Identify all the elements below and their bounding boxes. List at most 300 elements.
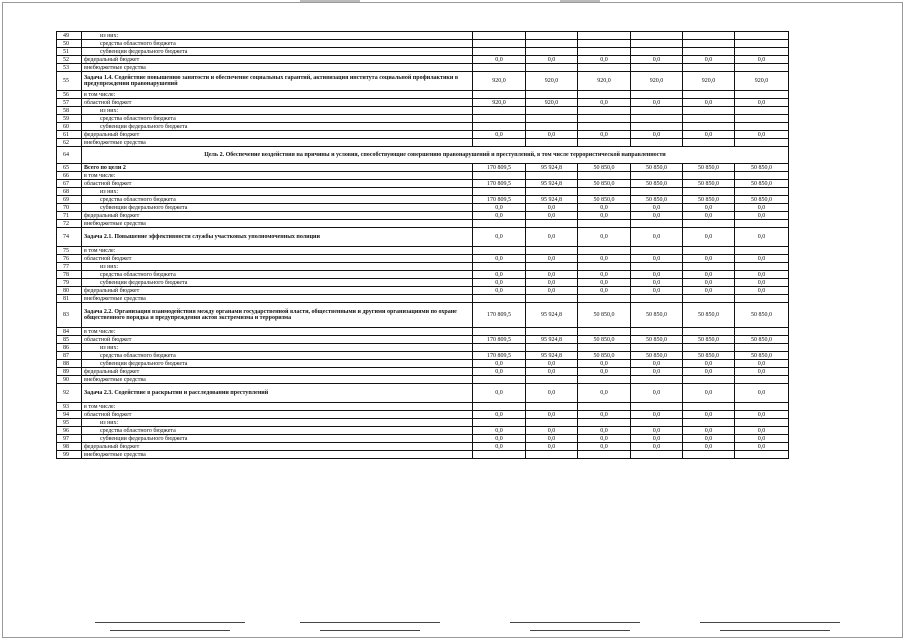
value-cell (473, 376, 526, 384)
value-cell: 0,0 (735, 271, 789, 279)
value-cell: 0,0 (683, 287, 735, 295)
value-cell (578, 107, 631, 115)
value-cell (578, 40, 631, 48)
value-cell (735, 295, 789, 303)
value-cell (526, 48, 578, 56)
value-cell: 0,0 (578, 228, 631, 247)
table-row (57, 40, 789, 48)
row-number: 79 (57, 279, 82, 287)
value-cell: 95 924,8 (526, 303, 578, 328)
row-number: 55 (57, 72, 82, 91)
value-cell (631, 451, 683, 459)
value-cell: 0,0 (526, 443, 578, 451)
table-row (57, 32, 789, 40)
value-cell (578, 188, 631, 196)
row-number: 75 (57, 247, 82, 255)
table-row (57, 147, 789, 164)
value-cell (735, 139, 789, 147)
value-cell: 0,0 (526, 384, 578, 403)
value-cell: 0,0 (631, 435, 683, 443)
value-cell: 0,0 (526, 131, 578, 139)
value-cell (683, 123, 735, 131)
value-cell: 170 809,5 (473, 303, 526, 328)
value-cell (526, 107, 578, 115)
value-cell: 50 850,0 (683, 336, 735, 344)
value-cell: 50 850,0 (631, 352, 683, 360)
value-cell (473, 220, 526, 228)
value-cell (578, 295, 631, 303)
value-cell: 50 850,0 (735, 196, 789, 204)
row-label: субвенции федерального бюджета (82, 435, 473, 443)
value-cell: 0,0 (735, 228, 789, 247)
value-cell: 0,0 (578, 212, 631, 220)
row-number: 62 (57, 139, 82, 147)
row-label: федеральный бюджет (82, 56, 473, 64)
value-cell: 0,0 (578, 427, 631, 435)
row-label: внебюджетные средства (82, 376, 473, 384)
signature-mark (300, 618, 440, 623)
value-cell (631, 107, 683, 115)
value-cell (473, 115, 526, 123)
value-cell (526, 419, 578, 427)
value-cell: 920,0 (473, 99, 526, 107)
value-cell: 0,0 (578, 56, 631, 64)
value-cell: 0,0 (735, 427, 789, 435)
row-label: федеральный бюджет (82, 131, 473, 139)
value-cell (578, 344, 631, 352)
row-number: 70 (57, 204, 82, 212)
value-cell (526, 123, 578, 131)
value-cell: 0,0 (631, 56, 683, 64)
table-row (57, 131, 789, 139)
table-row (57, 368, 789, 376)
value-cell (683, 403, 735, 411)
value-cell: 0,0 (473, 360, 526, 368)
row-number: 68 (57, 188, 82, 196)
value-cell: 50 850,0 (578, 336, 631, 344)
value-cell: 0,0 (631, 384, 683, 403)
value-cell (526, 376, 578, 384)
row-number: 85 (57, 336, 82, 344)
value-cell (578, 91, 631, 99)
row-label: субвенции федерального бюджета (82, 123, 473, 131)
value-cell (735, 32, 789, 40)
value-cell (578, 115, 631, 123)
value-cell (735, 172, 789, 180)
value-cell (683, 139, 735, 147)
signature-mark (700, 618, 840, 623)
value-cell (473, 263, 526, 271)
value-cell: 50 850,0 (631, 164, 683, 172)
table-row (57, 172, 789, 180)
value-cell (473, 48, 526, 56)
value-cell (631, 139, 683, 147)
table-row (57, 376, 789, 384)
table-row (57, 287, 789, 295)
value-cell (735, 263, 789, 271)
row-number: 90 (57, 376, 82, 384)
value-cell: 0,0 (473, 435, 526, 443)
row-label: Всего по цели 2 (82, 164, 473, 172)
value-cell (683, 220, 735, 228)
value-cell: 170 809,5 (473, 164, 526, 172)
row-label: федеральный бюджет (82, 443, 473, 451)
row-label: внебюджетные средства (82, 64, 473, 72)
row-label: федеральный бюджет (82, 368, 473, 376)
value-cell: 0,0 (735, 212, 789, 220)
value-cell: 0,0 (473, 131, 526, 139)
value-cell (578, 247, 631, 255)
value-cell: 50 850,0 (578, 196, 631, 204)
row-label: областной бюджет (82, 99, 473, 107)
table-row (57, 344, 789, 352)
value-cell: 0,0 (473, 56, 526, 64)
value-cell: 0,0 (578, 131, 631, 139)
value-cell: 0,0 (578, 411, 631, 419)
value-cell (735, 376, 789, 384)
value-cell: 0,0 (631, 427, 683, 435)
value-cell (578, 64, 631, 72)
value-cell (631, 91, 683, 99)
value-cell: 0,0 (631, 212, 683, 220)
row-number: 95 (57, 419, 82, 427)
value-cell: 50 850,0 (578, 164, 631, 172)
table-row (57, 255, 789, 263)
row-number: 64 (57, 147, 82, 164)
value-cell: 0,0 (526, 228, 578, 247)
signature-area (0, 600, 905, 640)
value-cell: 0,0 (526, 427, 578, 435)
row-label: в том числе: (82, 172, 473, 180)
value-cell: 50 850,0 (735, 164, 789, 172)
value-cell (735, 451, 789, 459)
table-row (57, 99, 789, 107)
value-cell (631, 40, 683, 48)
row-number: 56 (57, 91, 82, 99)
value-cell: 95 924,8 (526, 352, 578, 360)
value-cell (473, 64, 526, 72)
row-number: 80 (57, 287, 82, 295)
value-cell (735, 64, 789, 72)
value-cell: 0,0 (683, 360, 735, 368)
row-label: в том числе: (82, 91, 473, 99)
table-row (57, 263, 789, 271)
row-label: субвенции федерального бюджета (82, 48, 473, 56)
value-cell (578, 328, 631, 336)
row-label: средства областного бюджета (82, 427, 473, 435)
signature-mark (110, 626, 230, 631)
value-cell (526, 220, 578, 228)
value-cell (631, 64, 683, 72)
value-cell: 0,0 (526, 360, 578, 368)
value-cell: 0,0 (631, 368, 683, 376)
value-cell: 50 850,0 (683, 196, 735, 204)
value-cell: 0,0 (735, 287, 789, 295)
value-cell: 0,0 (473, 212, 526, 220)
row-label: субвенции федерального бюджета (82, 279, 473, 287)
value-cell: 0,0 (526, 287, 578, 295)
value-cell (631, 123, 683, 131)
row-label: областной бюджет (82, 336, 473, 344)
value-cell (526, 32, 578, 40)
row-number: 69 (57, 196, 82, 204)
value-cell (473, 451, 526, 459)
row-label: Задача 2.1. Повышение эффективности службы участковых уполномоченных полиции (82, 228, 473, 247)
row-label: из них: (82, 188, 473, 196)
value-cell (473, 172, 526, 180)
table-row (57, 91, 789, 99)
row-number: 50 (57, 40, 82, 48)
value-cell: 0,0 (578, 443, 631, 451)
row-number: 71 (57, 212, 82, 220)
row-number: 53 (57, 64, 82, 72)
value-cell: 0,0 (735, 411, 789, 419)
value-cell: 50 850,0 (578, 180, 631, 188)
row-number: 84 (57, 328, 82, 336)
row-label: областной бюджет (82, 255, 473, 263)
row-label: субвенции федерального бюджета (82, 204, 473, 212)
row-number: 88 (57, 360, 82, 368)
value-cell: 0,0 (473, 255, 526, 263)
value-cell: 50 850,0 (631, 196, 683, 204)
table-row (57, 279, 789, 287)
row-label: внебюджетные средства (82, 295, 473, 303)
value-cell (735, 107, 789, 115)
table-row (57, 196, 789, 204)
table-row (57, 403, 789, 411)
value-cell: 0,0 (683, 131, 735, 139)
row-label: из них: (82, 263, 473, 271)
value-cell (683, 451, 735, 459)
table-row (57, 443, 789, 451)
value-cell: 0,0 (631, 228, 683, 247)
value-cell (473, 139, 526, 147)
value-cell: 50 850,0 (631, 303, 683, 328)
table-row (57, 303, 789, 328)
value-cell: 0,0 (578, 204, 631, 212)
row-number: 51 (57, 48, 82, 56)
row-number: 83 (57, 303, 82, 328)
value-cell (631, 247, 683, 255)
value-cell: 920,0 (631, 72, 683, 91)
table-row (57, 336, 789, 344)
value-cell (683, 91, 735, 99)
table-row (57, 48, 789, 56)
value-cell (683, 247, 735, 255)
value-cell: 50 850,0 (735, 180, 789, 188)
table-row (57, 212, 789, 220)
value-cell: 0,0 (683, 427, 735, 435)
value-cell: 0,0 (578, 271, 631, 279)
value-cell: 170 809,5 (473, 196, 526, 204)
value-cell (631, 403, 683, 411)
value-cell (631, 344, 683, 352)
row-label: внебюджетные средства (82, 451, 473, 459)
value-cell: 0,0 (631, 271, 683, 279)
row-number: 67 (57, 180, 82, 188)
value-cell (526, 451, 578, 459)
table-row (57, 451, 789, 459)
value-cell (631, 376, 683, 384)
row-label: средства областного бюджета (82, 115, 473, 123)
value-cell: 0,0 (526, 411, 578, 419)
value-cell (526, 247, 578, 255)
value-cell (473, 403, 526, 411)
value-cell (735, 91, 789, 99)
value-cell: 0,0 (683, 99, 735, 107)
value-cell (473, 107, 526, 115)
value-cell: 0,0 (578, 435, 631, 443)
value-cell: 0,0 (683, 212, 735, 220)
value-cell: 95 924,8 (526, 164, 578, 172)
row-number: 57 (57, 99, 82, 107)
row-number: 60 (57, 123, 82, 131)
table-row (57, 180, 789, 188)
table-row (57, 204, 789, 212)
value-cell: 0,0 (683, 56, 735, 64)
row-number: 97 (57, 435, 82, 443)
value-cell: 0,0 (735, 435, 789, 443)
value-cell: 0,0 (526, 271, 578, 279)
value-cell (526, 188, 578, 196)
table-row (57, 220, 789, 228)
value-cell (473, 123, 526, 131)
table-row (57, 360, 789, 368)
value-cell: 0,0 (735, 56, 789, 64)
row-label: Задача 1.4. Содействие повышению занятости и обеспечение социальных гарантий, активизация института социальной профилактики в предупреждении правонарушений (82, 72, 473, 91)
signature-mark (720, 626, 830, 631)
row-number: 65 (57, 164, 82, 172)
value-cell (473, 328, 526, 336)
value-cell: 170 809,5 (473, 336, 526, 344)
row-number: 92 (57, 384, 82, 403)
row-label: из них: (82, 344, 473, 352)
row-number: 49 (57, 32, 82, 40)
value-cell: 0,0 (473, 279, 526, 287)
value-cell: 0,0 (683, 443, 735, 451)
value-cell (631, 172, 683, 180)
value-cell: 0,0 (735, 368, 789, 376)
row-number: 78 (57, 271, 82, 279)
value-cell (683, 115, 735, 123)
value-cell (631, 188, 683, 196)
value-cell (735, 403, 789, 411)
value-cell (578, 220, 631, 228)
value-cell: 50 850,0 (578, 352, 631, 360)
value-cell (683, 107, 735, 115)
value-cell: 50 850,0 (631, 180, 683, 188)
table-row (57, 247, 789, 255)
value-cell: 0,0 (578, 384, 631, 403)
row-number: 87 (57, 352, 82, 360)
value-cell (683, 328, 735, 336)
row-label: в том числе: (82, 403, 473, 411)
row-label: федеральный бюджет (82, 212, 473, 220)
value-cell (735, 328, 789, 336)
value-cell: 0,0 (526, 435, 578, 443)
row-label: федеральный бюджет (82, 287, 473, 295)
table-row (57, 328, 789, 336)
value-cell (683, 172, 735, 180)
row-number: 76 (57, 255, 82, 263)
value-cell: 50 850,0 (683, 352, 735, 360)
value-cell (526, 172, 578, 180)
row-number: 93 (57, 403, 82, 411)
row-number: 77 (57, 263, 82, 271)
table-row (57, 384, 789, 403)
value-cell (735, 123, 789, 131)
value-cell: 0,0 (473, 271, 526, 279)
value-cell (683, 263, 735, 271)
value-cell (578, 451, 631, 459)
value-cell: 170 809,5 (473, 352, 526, 360)
row-number: 94 (57, 411, 82, 419)
value-cell (473, 247, 526, 255)
value-cell (683, 64, 735, 72)
table-row (57, 139, 789, 147)
value-cell (526, 263, 578, 271)
scan-artifact (300, 0, 360, 2)
value-cell: 0,0 (473, 287, 526, 295)
value-cell: 0,0 (631, 287, 683, 295)
value-cell: 0,0 (683, 384, 735, 403)
row-number: 72 (57, 220, 82, 228)
budget-table-body (57, 32, 789, 459)
value-cell (473, 91, 526, 99)
table-row (57, 271, 789, 279)
value-cell: 920,0 (735, 72, 789, 91)
row-number: 96 (57, 427, 82, 435)
row-number: 81 (57, 295, 82, 303)
value-cell: 0,0 (473, 204, 526, 212)
value-cell: 0,0 (735, 443, 789, 451)
value-cell: 0,0 (473, 368, 526, 376)
value-cell (683, 48, 735, 56)
value-cell (631, 328, 683, 336)
row-label: из них: (82, 107, 473, 115)
value-cell: 95 924,8 (526, 336, 578, 344)
value-cell: 0,0 (526, 255, 578, 263)
value-cell: 0,0 (578, 255, 631, 263)
row-label: Задача 2.2. Организация взаимодействия между органами государственной власти, общественными и другими организациями по охране общественного порядка и предупреждения актов экстремизма и терроризма (82, 303, 473, 328)
value-cell: 0,0 (735, 255, 789, 263)
row-label: в том числе: (82, 328, 473, 336)
value-cell (683, 295, 735, 303)
row-label: из них: (82, 32, 473, 40)
value-cell: 50 850,0 (683, 180, 735, 188)
table-row (57, 115, 789, 123)
value-cell (526, 40, 578, 48)
value-cell (631, 115, 683, 123)
value-cell: 0,0 (683, 411, 735, 419)
row-label: в том числе: (82, 247, 473, 255)
row-label: внебюджетные средства (82, 220, 473, 228)
value-cell: 0,0 (631, 360, 683, 368)
value-cell: 920,0 (578, 72, 631, 91)
value-cell (631, 295, 683, 303)
row-label: средства областного бюджета (82, 271, 473, 279)
value-cell: 920,0 (473, 72, 526, 91)
value-cell: 0,0 (683, 279, 735, 287)
row-label: областной бюджет (82, 180, 473, 188)
value-cell: 0,0 (578, 99, 631, 107)
signature-mark (530, 626, 630, 631)
value-cell: 0,0 (526, 204, 578, 212)
table-row (57, 123, 789, 131)
value-cell (473, 32, 526, 40)
row-number: 52 (57, 56, 82, 64)
value-cell: 0,0 (526, 56, 578, 64)
